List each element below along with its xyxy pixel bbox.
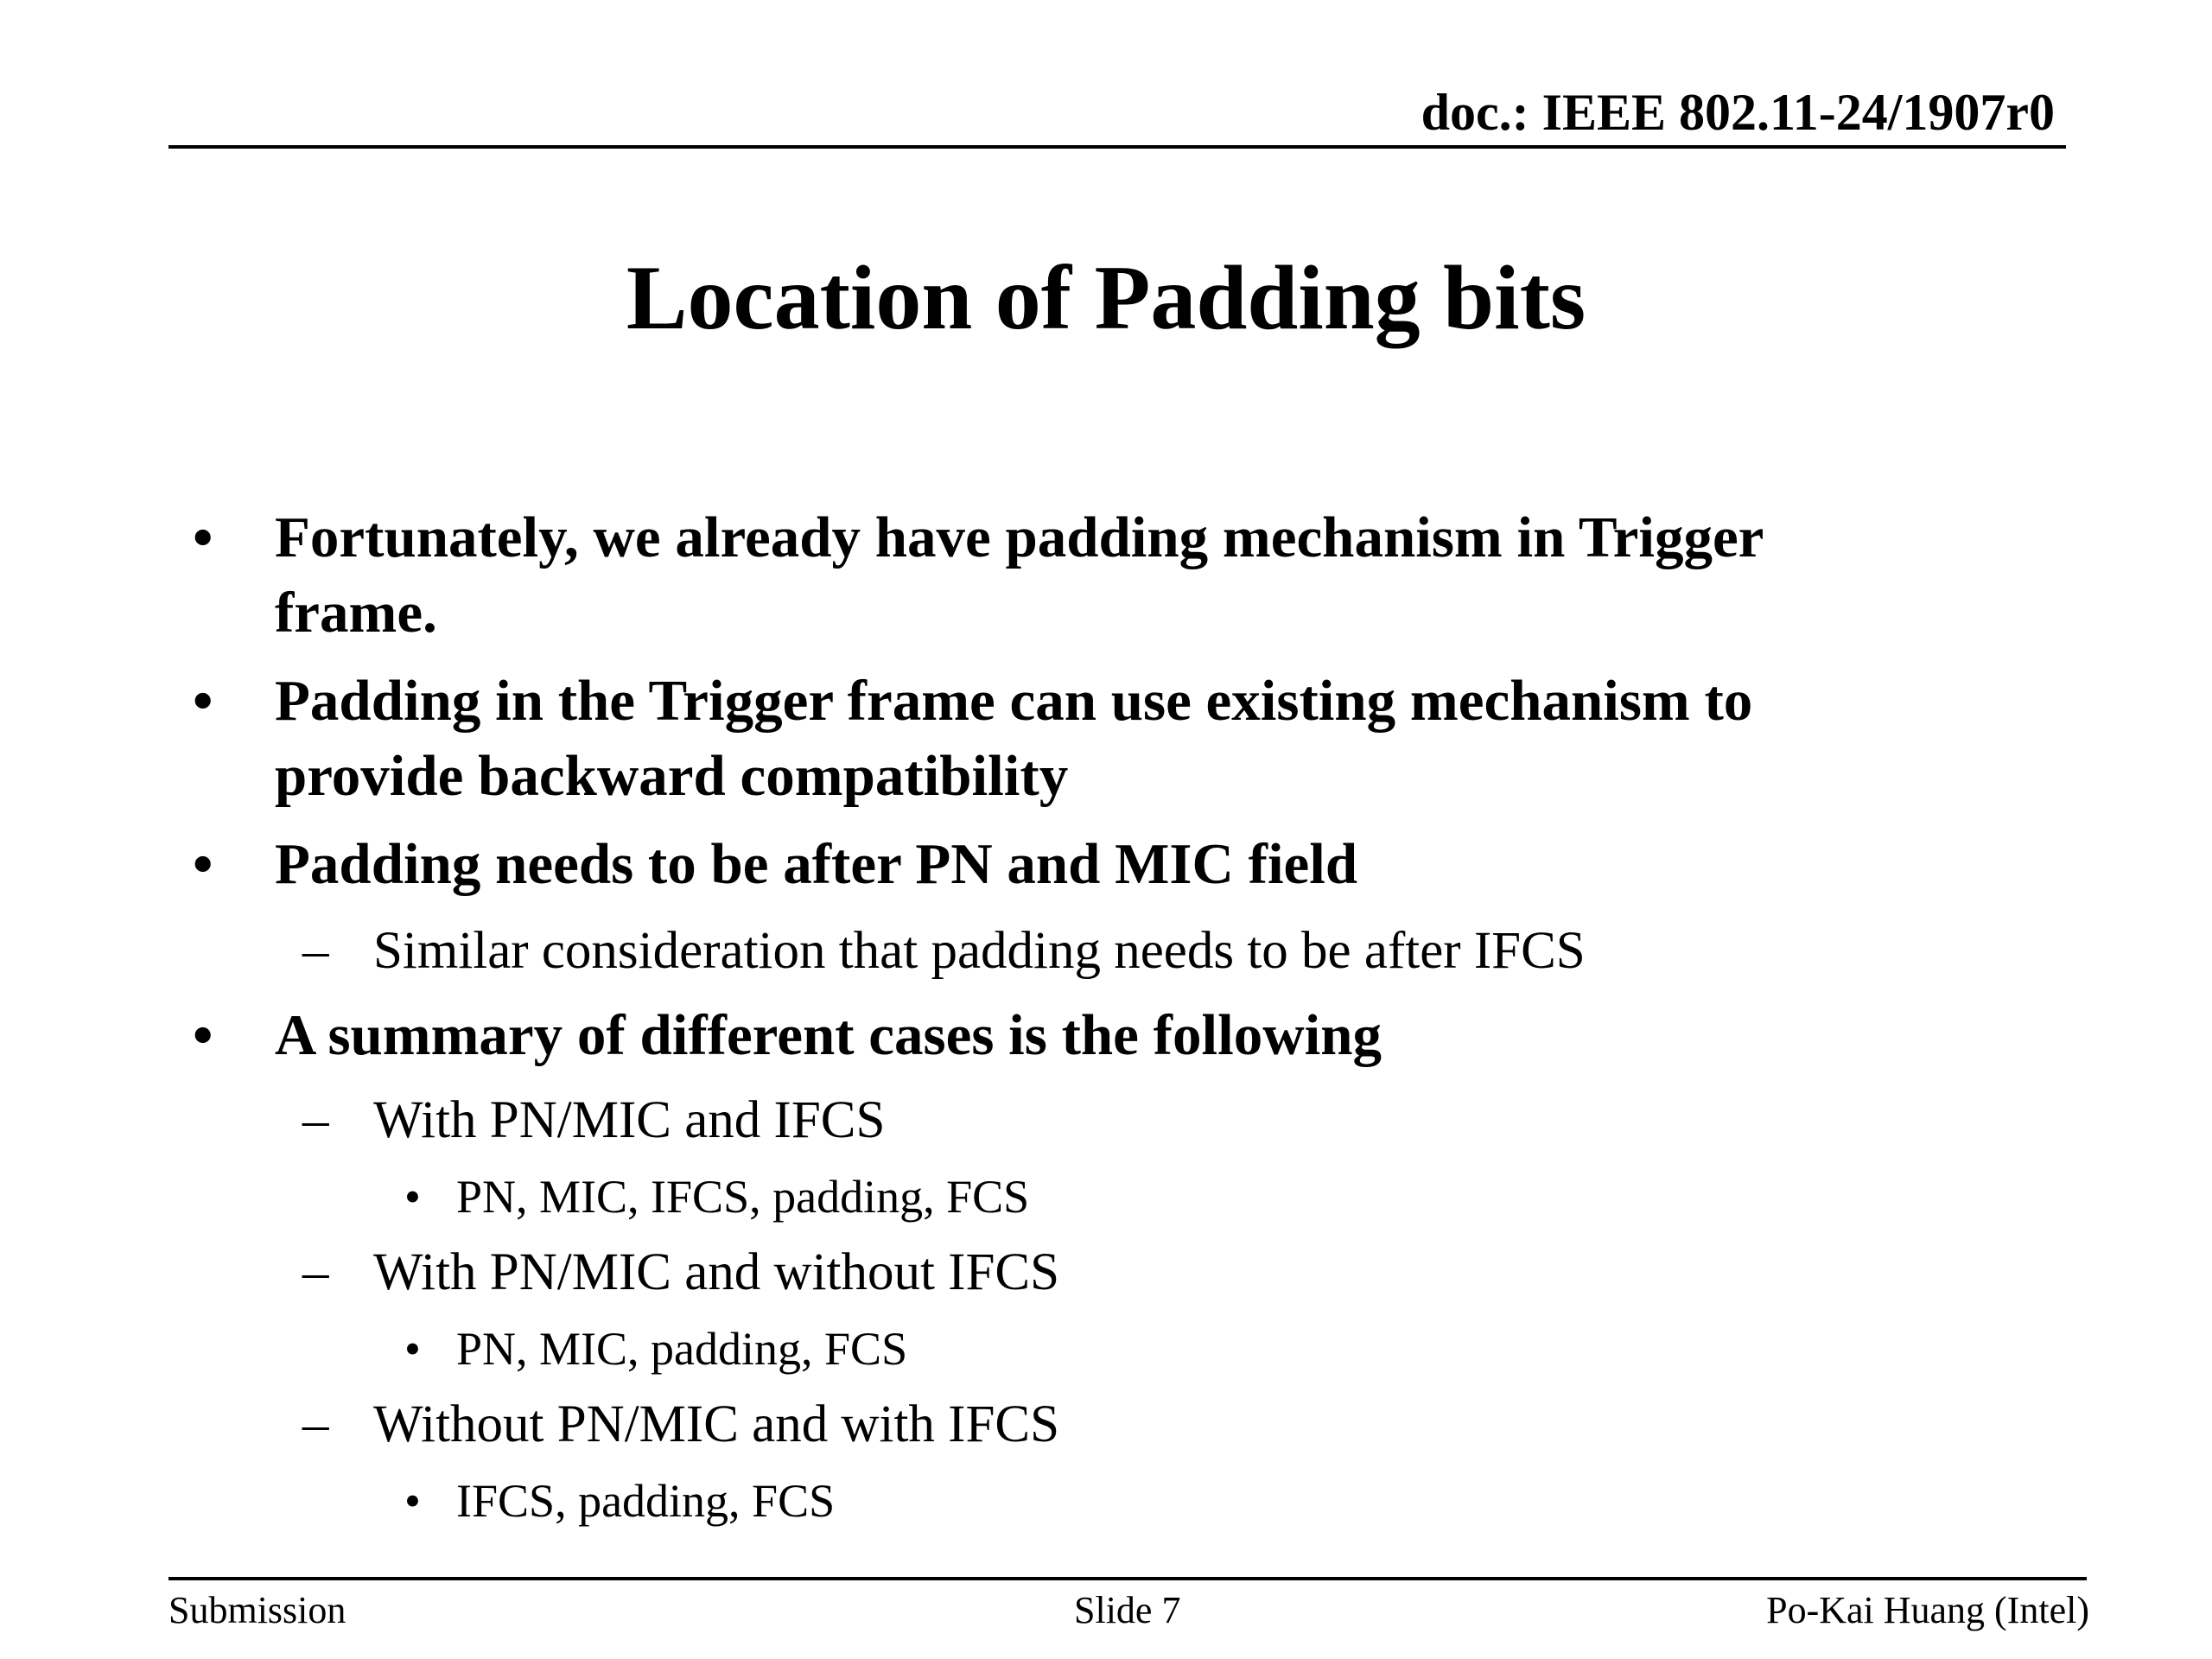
bullet-text: frame. (275, 581, 437, 645)
sub-bullet-text: With PN/MIC and without IFCS (373, 1243, 1060, 1301)
slide-title: Location of Padding bits (626, 247, 1586, 348)
bullet-icon: • (404, 1171, 421, 1223)
bullet-icon: • (193, 832, 213, 896)
bullet-icon: • (193, 1003, 213, 1067)
detail-bullet-item (404, 1160, 1030, 1235)
sub-bullet-item (302, 1235, 1060, 1310)
bullet-text: Padding in the Trigger frame can use existing mechanism to (275, 669, 1753, 733)
dash-icon: – (302, 1243, 329, 1301)
bullet-icon: • (404, 1323, 421, 1375)
sub-bullet-text: Similar consideration that padding needs to be after IFCS (373, 922, 1586, 980)
bullet-text: Padding needs to be after PN and MIC field (275, 832, 1358, 896)
footer-divider (168, 1577, 2087, 1580)
bullet-text: Fortunately, we already have padding mechanism in Trigger (275, 505, 1764, 569)
detail-bullet-text: PN, MIC, padding, FCS (456, 1323, 908, 1375)
bullet-item (193, 500, 1764, 575)
bullet-icon: • (404, 1475, 421, 1527)
sub-bullet-text: With PN/MIC and IFCS (373, 1091, 886, 1149)
footer-submission: Submission (168, 1589, 346, 1631)
sub-bullet-item (302, 1083, 886, 1158)
footer-slide-number: Slide 7 (1074, 1589, 1181, 1631)
sub-bullet-item (302, 1387, 1060, 1462)
detail-bullet-item (404, 1312, 908, 1387)
detail-bullet-item (404, 1464, 836, 1539)
detail-bullet-text: PN, MIC, IFCS, padding, FCS (456, 1171, 1030, 1223)
document-id: doc.: IEEE 802.11-24/1907r0 (1421, 84, 2055, 141)
dash-icon: – (302, 922, 329, 980)
bullet-icon: • (193, 505, 213, 569)
bullet-icon: • (193, 669, 213, 733)
sub-bullet-text: Without PN/MIC and with IFCS (373, 1395, 1060, 1453)
bullet-item (193, 664, 1753, 739)
bullet-continuation (275, 739, 1068, 814)
footer-author: Po-Kai Huang (Intel) (1766, 1589, 2089, 1631)
bullet-item (193, 998, 1382, 1073)
bullet-item (193, 827, 1358, 902)
bullet-continuation (275, 575, 437, 651)
detail-bullet-text: IFCS, padding, FCS (456, 1475, 836, 1527)
dash-icon: – (302, 1395, 329, 1453)
bullet-text: provide backward compatibility (275, 744, 1069, 808)
dash-icon: – (302, 1091, 329, 1149)
sub-bullet-item (302, 913, 1586, 988)
bullet-text: A summary of different cases is the following (275, 1003, 1382, 1067)
